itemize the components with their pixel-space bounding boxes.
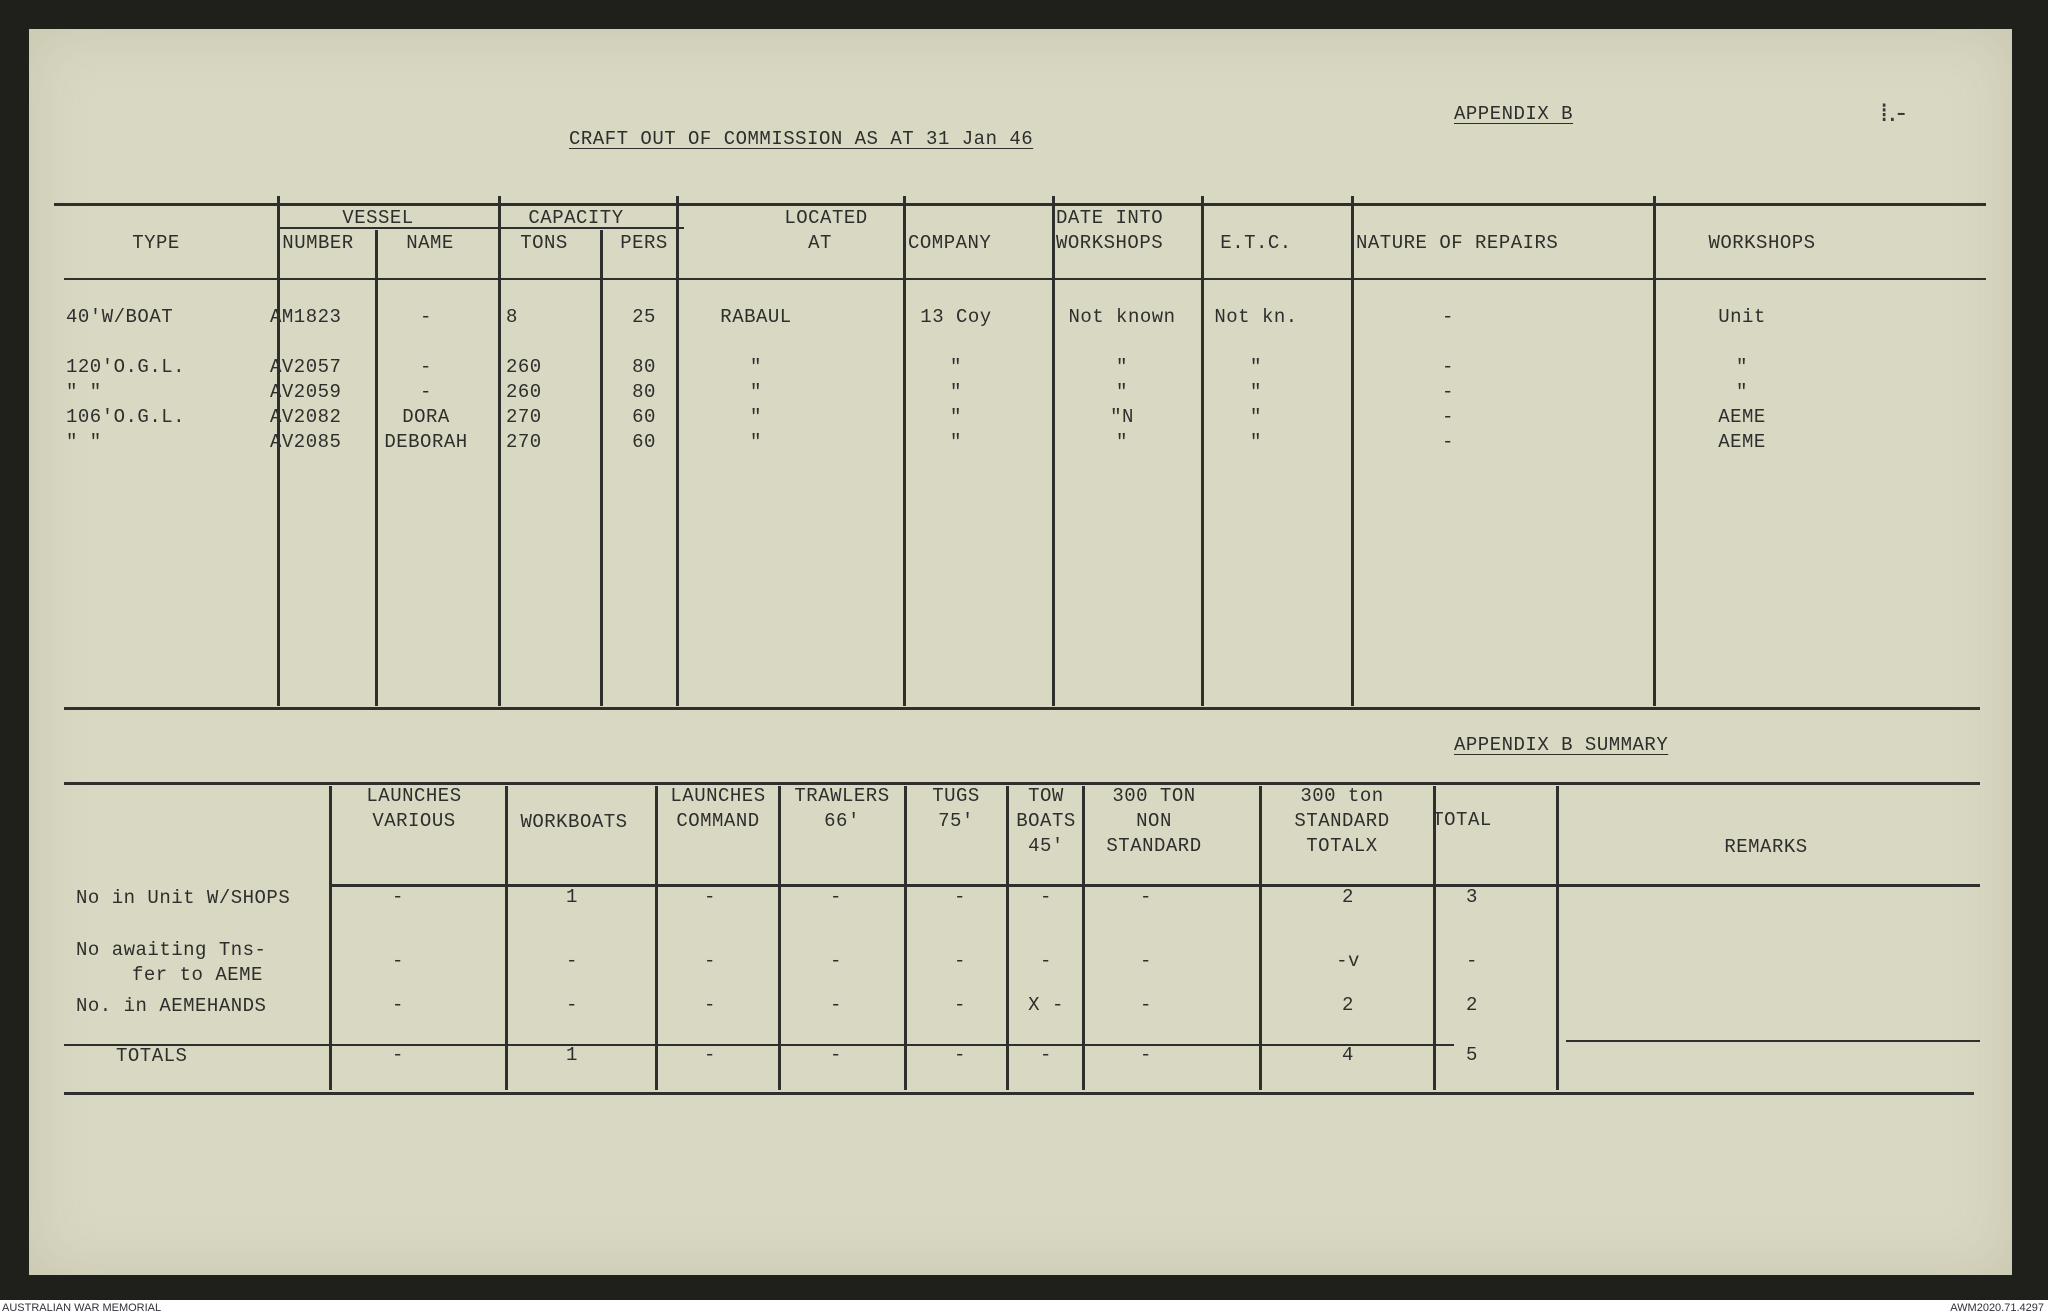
- col-type-header: TYPE: [132, 232, 180, 254]
- column-rule-8: [1351, 196, 1354, 706]
- summary-row4-value-5: -: [954, 1044, 966, 1066]
- summary-header-standard: 300 ton STANDARD TOTALX: [1294, 785, 1390, 857]
- summary-row3-label: No. in AEMEHANDS: [76, 995, 267, 1017]
- row5-number: AV2085: [270, 431, 342, 453]
- summary-row2-value-9: -: [1466, 950, 1478, 972]
- summary-row1-value-2: 1: [566, 886, 578, 908]
- summary-row2-value-8: -v: [1336, 950, 1360, 972]
- summary-row1-label: No in Unit W/SHOPS: [76, 887, 291, 909]
- summary-row2-value-2: -: [566, 950, 578, 972]
- row1-type: 40'W/BOAT: [66, 306, 174, 328]
- column-rule-2: [498, 196, 501, 706]
- row4-nature: -: [1442, 406, 1454, 428]
- row3-name: -: [420, 381, 432, 403]
- summary-row4-label: TOTALS: [116, 1045, 188, 1067]
- row4-pers: 60: [632, 406, 656, 428]
- row2-located: ": [750, 356, 762, 378]
- summary-column-rule-2: [655, 786, 658, 1090]
- col-number-header: NUMBER: [282, 232, 354, 254]
- row2-pers: 80: [632, 356, 656, 378]
- summary-column-rule-5: [1006, 786, 1009, 1090]
- col-etc-header: E.T.C.: [1220, 232, 1292, 254]
- summary-row4-value-4: -: [830, 1044, 842, 1066]
- col-located-header-2: AT: [808, 232, 832, 254]
- document-title: CRAFT OUT OF COMMISSION AS AT 31 Jan 46: [569, 128, 1034, 150]
- row3-tons: 260: [506, 381, 542, 403]
- appendix-label: APPENDIX B: [1454, 103, 1574, 125]
- row2-tons: 260: [506, 356, 542, 378]
- summary-row2-value-7: -: [1140, 950, 1152, 972]
- summary-row2-value-5: -: [954, 950, 966, 972]
- summary-row2-label-line: No awaiting Tns-: [76, 939, 267, 961]
- col-date-header-2: WORKSHOPS: [1056, 232, 1164, 254]
- row5-located: ": [750, 431, 762, 453]
- column-rule-9: [1653, 196, 1656, 706]
- summary-column-rule-4: [904, 786, 907, 1090]
- row5-date: ": [1116, 431, 1128, 453]
- summary-column-rule-1: [505, 786, 508, 1090]
- row4-etc: ": [1250, 406, 1262, 428]
- row2-nature: -: [1442, 356, 1454, 378]
- summary-header-remarks: REMARKS: [1724, 836, 1808, 858]
- summary-column-rule-7: [1259, 786, 1262, 1090]
- row3-workshops: ": [1736, 381, 1748, 403]
- row3-etc: ": [1250, 381, 1262, 403]
- row4-type: 106'O.G.L.: [66, 406, 186, 428]
- summary-row2-value-4: -: [830, 950, 842, 972]
- row2-type: 120'O.G.L.: [66, 356, 186, 378]
- summary-row3-value-6: X -: [1028, 994, 1064, 1016]
- summary-row2-value-3: -: [704, 950, 716, 972]
- footer-right: AWM2020.71.4297: [1950, 1302, 2044, 1314]
- summary-header-trawlers: TRAWLERS 66': [794, 785, 890, 832]
- totals-rule-right: [1566, 1040, 1980, 1042]
- summary-row4-value-2: 1: [566, 1044, 578, 1066]
- row3-number: AV2059: [270, 381, 342, 403]
- summary-column-rule-3: [778, 786, 781, 1090]
- row5-type: " ": [66, 431, 102, 453]
- row2-date: ": [1116, 356, 1128, 378]
- summary-row3-value-2: -: [566, 994, 578, 1016]
- row1-located: RABAUL: [720, 306, 792, 328]
- summary-row4-value-8: 4: [1342, 1044, 1354, 1066]
- col-name-header: NAME: [406, 232, 454, 254]
- row1-nature: -: [1442, 306, 1454, 328]
- footer-strip: [0, 1300, 2048, 1316]
- row5-tons: 270: [506, 431, 542, 453]
- col-nature-header: NATURE OF REPAIRS: [1356, 232, 1559, 254]
- summary-row1-value-5: -: [954, 886, 966, 908]
- row1-workshops: Unit: [1718, 306, 1766, 328]
- summary-row3-value-7: -: [1140, 994, 1152, 1016]
- summary-header-tow-boats: TOW BOATS 45': [1016, 785, 1076, 857]
- summary-row3-value-8: 2: [1342, 994, 1354, 1016]
- row4-located: ": [750, 406, 762, 428]
- summary-row1-value-4: -: [830, 886, 842, 908]
- row4-name: DORA: [402, 406, 450, 428]
- col-workshops-header: WORKSHOPS: [1708, 232, 1816, 254]
- row4-tons: 270: [506, 406, 542, 428]
- row4-date: "N: [1110, 406, 1134, 428]
- row4-company: ": [950, 406, 962, 428]
- summary-row3-value-9: 2: [1466, 994, 1478, 1016]
- summary-row4-value-9: 5: [1466, 1044, 1478, 1066]
- row1-number: AM1823: [270, 306, 342, 328]
- summary-row1-value-9: 3: [1466, 886, 1478, 908]
- row3-located: ": [750, 381, 762, 403]
- row3-nature: -: [1442, 381, 1454, 403]
- row3-type: " ": [66, 381, 102, 403]
- summary-row4-value-6: -: [1040, 1044, 1052, 1066]
- row4-number: AV2082: [270, 406, 342, 428]
- row1-company: 13 Coy: [920, 306, 992, 328]
- column-rule-7: [1201, 196, 1204, 706]
- row2-etc: ": [1250, 356, 1262, 378]
- summary-row3-value-3: -: [704, 994, 716, 1016]
- summary-title: APPENDIX B SUMMARY: [1454, 734, 1669, 756]
- summary-row3-value-4: -: [830, 994, 842, 1016]
- row2-number: AV2057: [270, 356, 342, 378]
- summary-header-non-standard: 300 TON NON STANDARD: [1106, 785, 1202, 857]
- row5-nature: -: [1442, 431, 1454, 453]
- row1-tons: 8: [506, 306, 518, 328]
- row1-date: Not known: [1068, 306, 1176, 328]
- summary-row2-value-6: -: [1040, 950, 1052, 972]
- summary-column-rule-6: [1082, 786, 1085, 1090]
- column-rule-4: [676, 196, 679, 706]
- row5-name: DEBORAH: [384, 431, 468, 453]
- summary-row1-value-6: -: [1040, 886, 1052, 908]
- summary-row2-label-line: fer to AEME: [132, 964, 263, 986]
- row2-company: ": [950, 356, 962, 378]
- row1-name: -: [420, 306, 432, 328]
- col-pers-header: PERS: [620, 232, 668, 254]
- header-bottom-rule: [64, 278, 1986, 280]
- totals-rule: [64, 1044, 1454, 1046]
- footer-left: AUSTRALIAN WAR MEMORIAL: [2, 1302, 162, 1314]
- row3-company: ": [950, 381, 962, 403]
- summary-row4-value-7: -: [1140, 1044, 1152, 1066]
- col-tons-header: TONS: [520, 232, 568, 254]
- summary-row1-value-7: -: [1140, 886, 1152, 908]
- summary-row3-value-1: -: [392, 994, 404, 1016]
- table-top-rule: [54, 203, 1986, 206]
- column-rule-1: [375, 230, 378, 706]
- col-company-header: COMPANY: [908, 232, 992, 254]
- row5-workshops: AEME: [1718, 431, 1766, 453]
- document-page: [29, 29, 2012, 1275]
- row5-company: ": [950, 431, 962, 453]
- summary-row1-value-1: -: [392, 886, 404, 908]
- col-vessel-header: VESSEL: [342, 207, 414, 229]
- summary-header-launches-various: LAUNCHES VARIOUS: [366, 785, 462, 832]
- summary-header-total: TOTAL: [1432, 809, 1492, 831]
- column-rule-3: [600, 230, 603, 706]
- row1-pers: 25: [632, 306, 656, 328]
- summary-column-rule-9: [1556, 786, 1559, 1090]
- summary-bottom-rule: [64, 1092, 1974, 1095]
- summary-row1-value-8: 2: [1342, 886, 1354, 908]
- row2-name: -: [420, 356, 432, 378]
- row5-pers: 60: [632, 431, 656, 453]
- summary-row2-label: [76, 938, 266, 988]
- row3-date: ": [1116, 381, 1128, 403]
- col-located-header: LOCATED: [784, 207, 868, 229]
- row4-workshops: AEME: [1718, 406, 1766, 428]
- col-date-header: DATE INTO: [1056, 207, 1164, 229]
- summary-column-rule-0: [329, 786, 332, 1090]
- handwritten-mark: ⁞.-: [1880, 98, 1906, 128]
- row2-workshops: ": [1736, 356, 1748, 378]
- table-bottom-rule: [64, 707, 1980, 710]
- column-rule-6: [1052, 196, 1055, 706]
- summary-row4-value-3: -: [704, 1044, 716, 1066]
- summary-header-launches-command: LAUNCHES COMMAND: [670, 785, 766, 832]
- summary-header-tugs: TUGS 75': [932, 785, 980, 832]
- summary-row3-value-5: -: [954, 994, 966, 1016]
- row5-etc: ": [1250, 431, 1262, 453]
- summary-header-workboats: WORKBOATS: [520, 811, 628, 833]
- col-capacity-header: CAPACITY: [528, 207, 624, 229]
- row3-pers: 80: [632, 381, 656, 403]
- row1-etc: Not kn.: [1214, 306, 1298, 328]
- summary-row1-value-3: -: [704, 886, 716, 908]
- column-rule-5: [903, 196, 906, 706]
- summary-row2-value-1: -: [392, 950, 404, 972]
- summary-row4-value-1: -: [392, 1044, 404, 1066]
